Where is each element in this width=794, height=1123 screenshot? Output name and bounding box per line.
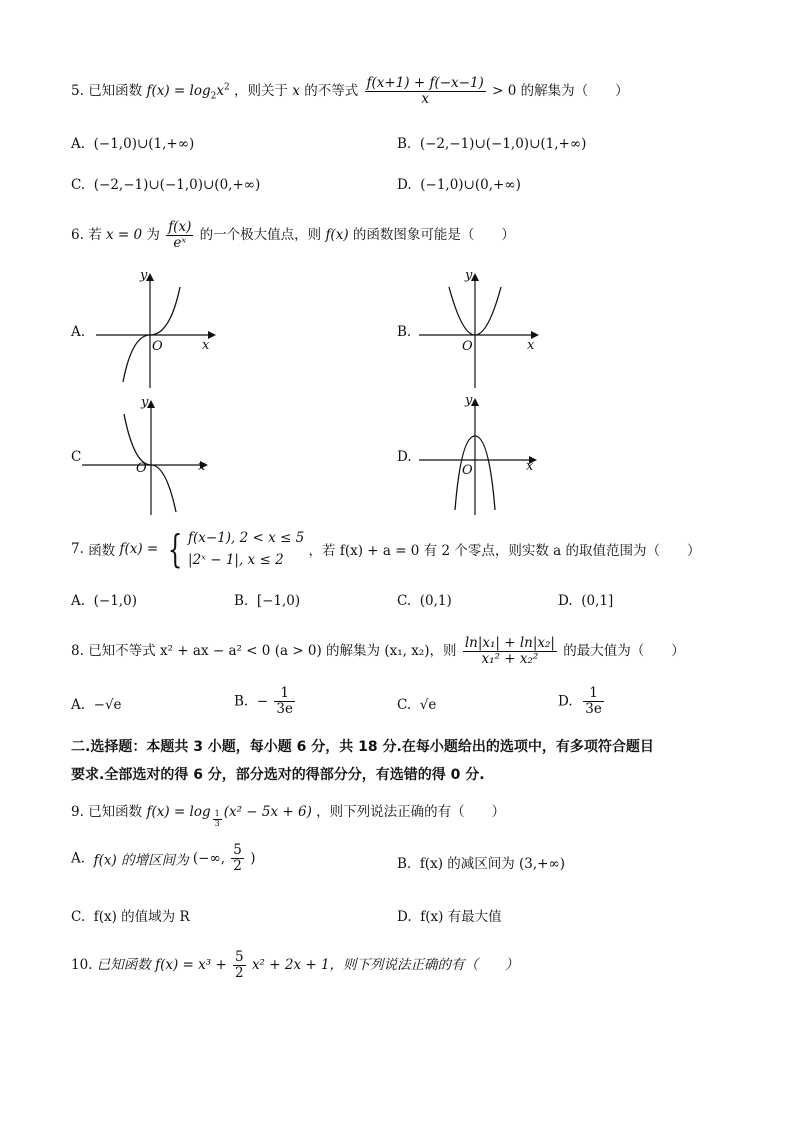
q9-log-base: $\frac{1}{3}$: [214, 809, 220, 828]
q8-option-c[interactable]: C. √e: [397, 697, 437, 713]
graph-d-x-label: x: [526, 459, 534, 474]
section-2-heading: 二.选择题：本题共 3 小题，每小题 6 分，共 18 分.在每小题给出的选项中，有多项符合题目: [71, 739, 654, 755]
q6-number: 6.: [71, 226, 84, 243]
graph-a-x-label: x: [202, 338, 210, 353]
section-2-heading-cont: 要求.全部选对的得 6 分，部分选对的得部分分，有选错的得 0 分.: [71, 767, 485, 783]
q7-option-d[interactable]: D. (0,1]: [558, 593, 614, 609]
q6-graph-b: [415, 265, 545, 390]
q7-piecewise-cases: f(x−1), 2 < x ≤ 5 |2ˣ − 1|, x ≤ 2: [188, 530, 305, 568]
q9-option-d[interactable]: D. f(x) 有最大值: [397, 909, 502, 925]
graph-b-y-label: y: [465, 268, 473, 283]
q8-option-b[interactable]: B. − $\frac{1}{3e}$: [234, 685, 294, 717]
q8-option-a[interactable]: A. −√e: [71, 697, 122, 713]
graph-d-y-label: y: [465, 393, 473, 408]
q5-option-a[interactable]: A. (−1,0)∪(1,+∞): [71, 136, 195, 152]
q8-number: 8.: [71, 642, 84, 659]
q7-option-a[interactable]: A. (−1,0): [71, 593, 137, 609]
graph-c-y-label: y: [141, 395, 149, 410]
q6-option-b[interactable]: B.: [397, 324, 412, 340]
q9-option-b[interactable]: B. f(x) 的减区间为 (3,+∞): [397, 856, 566, 872]
q6-graph-d: [415, 392, 545, 517]
q9-stem: 9. 已知函数 f(x) = log $\frac{1}{3}$ (x² − 5x + 6) ，则下列说法正确的有（ ）: [71, 804, 506, 828]
q9-option-a[interactable]: A. f(x) 的增区间为 (−∞, $\frac{5}{2}$ ): [71, 842, 256, 874]
q5-number: 5.: [71, 82, 84, 99]
q7-number: 7.: [71, 541, 84, 557]
q8-stem: 8. 已知不等式 x² + ax − a² < 0 (a > 0) 的解集为 (x₁, x₂)，则 $\frac{\text{ln|x₁| + ln|x₂|}}{\text{x₁² + x₂²}}$ 的最大值为（ ）: [71, 635, 685, 667]
q7-option-c[interactable]: C. (0,1): [397, 593, 452, 609]
q10-stem: 10. 已知函数 f(x) = x³ + $\frac{5}{2}$ x² + 2x + 1，则下列说法正确的有（ ）: [71, 949, 519, 981]
q9-option-c[interactable]: C. f(x) 的值域为 R: [71, 909, 190, 925]
q6-option-d[interactable]: D.: [397, 449, 412, 465]
q5-option-d[interactable]: D. (−1,0)∪(0,+∞): [397, 177, 521, 193]
q7-stem: 7. 函数 f(x) = { f(x−1), 2 < x ≤ 5 |2ˣ − 1|, x ≤ 2 ，若 f(x) + a = 0 有 2 个零点，则实数 a 的取值范围为（ ）: [71, 527, 701, 571]
q6-fraction: $\frac{f(x)}{\text{eˣ}}$: [168, 219, 192, 251]
q6-graph-c: [78, 392, 223, 517]
q6-option-c[interactable]: C: [71, 449, 82, 465]
q5-option-c[interactable]: C. (−2,−1)∪(−1,0)∪(0,+∞): [71, 177, 261, 193]
q7-option-b[interactable]: B. [−1,0): [234, 593, 301, 609]
graph-a-origin-label: O: [152, 339, 163, 354]
q6-stem: 6. 若 x = 0 为 $\frac{f(x)}{\text{eˣ}}$ 的一个极大值点，则 f(x) 的函数图象可能是（ ）: [71, 219, 515, 251]
q5-fraction: $\frac{f(x+1) + f(-x-1)}{x}$: [366, 75, 484, 107]
q5-stem: 5. 已知函数 $f(x) = \log_2x^2$ ，则关于 x 的不等式 $\frac{f(x+1) + f(-x-1)}{x}$ > 0 的解集为（ ）: [71, 75, 629, 107]
q8-option-d[interactable]: D. $\frac{1}{3e}$: [558, 685, 602, 717]
graph-b-x-label: x: [527, 338, 535, 353]
graph-d-origin-label: O: [462, 463, 473, 478]
q8-fraction: $\frac{\text{ln|x₁| + ln|x₂|}}{\text{x₁² + x₂²}}$: [464, 635, 555, 667]
q5-option-b[interactable]: B. (−2,−1)∪(−1,0)∪(1,+∞): [397, 136, 587, 152]
q9-number: 9.: [71, 804, 84, 820]
q10-number: 10.: [71, 956, 93, 973]
q6-graph-a: [92, 265, 222, 390]
graph-c-x-label: x: [198, 459, 206, 474]
graph-a-y-label: y: [140, 268, 148, 283]
graph-c-origin-label: O: [136, 461, 147, 476]
graph-b-origin-label: O: [462, 339, 473, 354]
q7-piecewise-brace: {: [167, 527, 182, 571]
q6-option-a[interactable]: A.: [71, 324, 86, 340]
